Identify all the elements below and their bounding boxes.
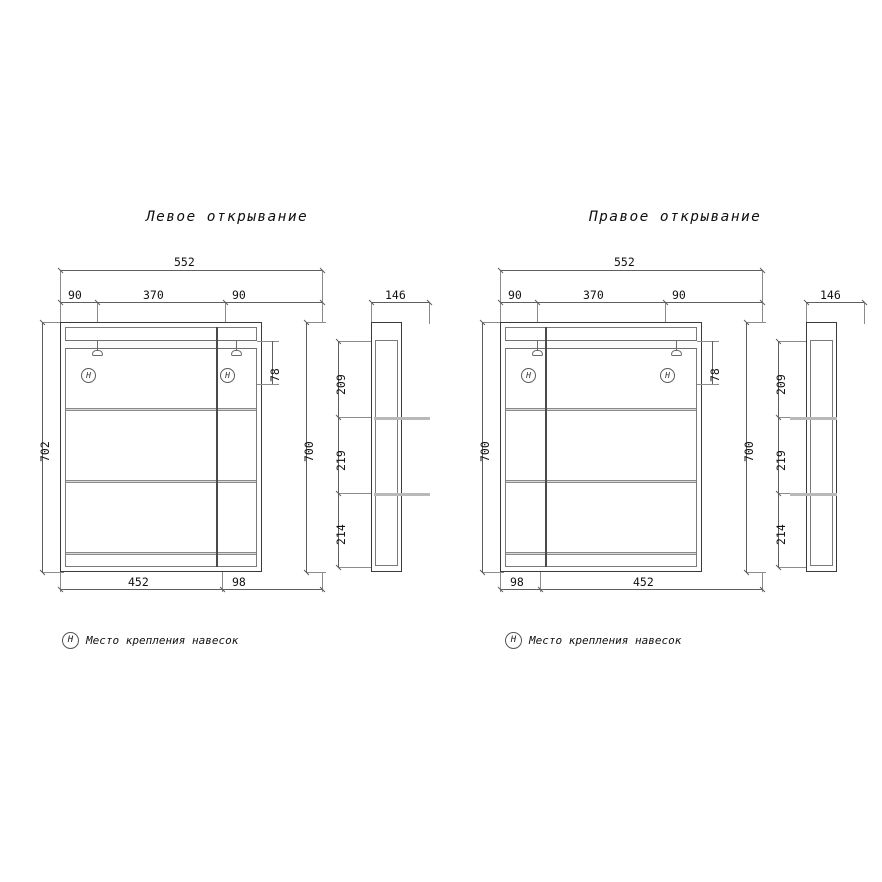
dim-seg-left: 90 [68, 288, 82, 302]
cabinet-top-band [65, 340, 257, 349]
dim-seg-top: 209 [334, 374, 348, 395]
hanger-icon: H [62, 632, 79, 649]
ext-line [306, 572, 326, 573]
door-divider [216, 327, 218, 567]
side-inner-outline [375, 340, 398, 566]
shelf [506, 480, 696, 483]
ext-line [762, 270, 763, 322]
shelf [66, 408, 256, 411]
cabinet-inner-outline [65, 327, 257, 567]
dim-depth: 146 [385, 288, 406, 302]
dim-seg-right: 90 [232, 288, 246, 302]
ext-line [500, 270, 501, 322]
dim-seg-top: 209 [774, 374, 788, 395]
ext-line [864, 302, 865, 324]
dim-bottom-left: 98 [510, 575, 524, 589]
dim-total-width: 552 [174, 255, 195, 269]
ext-line [338, 341, 374, 342]
dim-total-width: 552 [614, 255, 635, 269]
dim-line-bottom [60, 589, 322, 590]
ext-line [306, 322, 326, 323]
title-left-opening: Левое открывание [146, 209, 309, 225]
dim-line-total-width [60, 270, 322, 271]
ext-line [697, 341, 719, 342]
ext-line [338, 417, 374, 418]
dim-side-height: 700 [742, 441, 756, 462]
ext-line [257, 341, 279, 342]
ext-line [537, 302, 538, 324]
ext-line [257, 384, 279, 385]
side-shelf [790, 493, 837, 496]
dim-line-total-width [500, 270, 762, 271]
ext-line [806, 302, 807, 324]
dim-seg-right: 90 [672, 288, 686, 302]
legend-label: Место крепления навесок [86, 634, 239, 647]
dim-side-height: 700 [302, 441, 316, 462]
dim-top-band: 78 [708, 368, 722, 382]
dim-seg-bottom: 214 [774, 524, 788, 545]
ext-line [746, 572, 766, 573]
dim-top-band: 78 [268, 368, 282, 382]
dim-bottom-right: 452 [633, 575, 654, 589]
cabinet-top-band [505, 340, 697, 349]
legend-right [505, 632, 681, 649]
hanger-icon: H [505, 632, 522, 649]
dim-line-depth [371, 302, 429, 303]
title-right-opening: Правое открывание [589, 209, 762, 225]
cabinet-inner-outline [505, 327, 697, 567]
shelf [506, 408, 696, 411]
shelf [506, 552, 696, 555]
dim-seg-mid: 370 [583, 288, 604, 302]
dim-bottom-right: 98 [232, 575, 246, 589]
ext-line [665, 302, 666, 324]
ext-line [338, 567, 374, 568]
ext-line [429, 302, 430, 324]
dim-bottom-left: 452 [128, 575, 149, 589]
dim-seg-mid: 219 [774, 450, 788, 471]
dim-seg-bottom: 214 [334, 524, 348, 545]
dim-seg-left: 90 [508, 288, 522, 302]
legend-left [62, 632, 238, 649]
side-shelf [374, 417, 430, 420]
shelf [66, 552, 256, 555]
side-shelf [790, 417, 837, 420]
ext-line [97, 302, 98, 324]
side-shelf [374, 493, 430, 496]
ext-line [746, 322, 766, 323]
ext-line [322, 270, 323, 322]
ext-line [60, 270, 61, 322]
legend-label: Место крепления навесок [529, 634, 682, 647]
dim-seg-mid: 219 [334, 450, 348, 471]
ext-line [338, 493, 374, 494]
shelf [66, 480, 256, 483]
dim-height: 702 [38, 441, 52, 462]
dim-seg-mid: 370 [143, 288, 164, 302]
dim-height: 700 [478, 441, 492, 462]
ext-line [225, 302, 226, 324]
dim-depth: 146 [820, 288, 841, 302]
dim-line-depth [806, 302, 864, 303]
door-divider [545, 327, 547, 567]
drawing-sheet: Левое открывание Правое открывание 552 90 370 90 702 H H 78 452 98 H Место крепления навесок 146 700 209 219 214 552 90 370 90 700 H H 78 98 452 H Место крепления навесок 146 700 209 219 214 [0, 0, 882, 882]
ext-line [371, 302, 372, 324]
ext-line [697, 384, 719, 385]
side-inner-outline [810, 340, 833, 566]
